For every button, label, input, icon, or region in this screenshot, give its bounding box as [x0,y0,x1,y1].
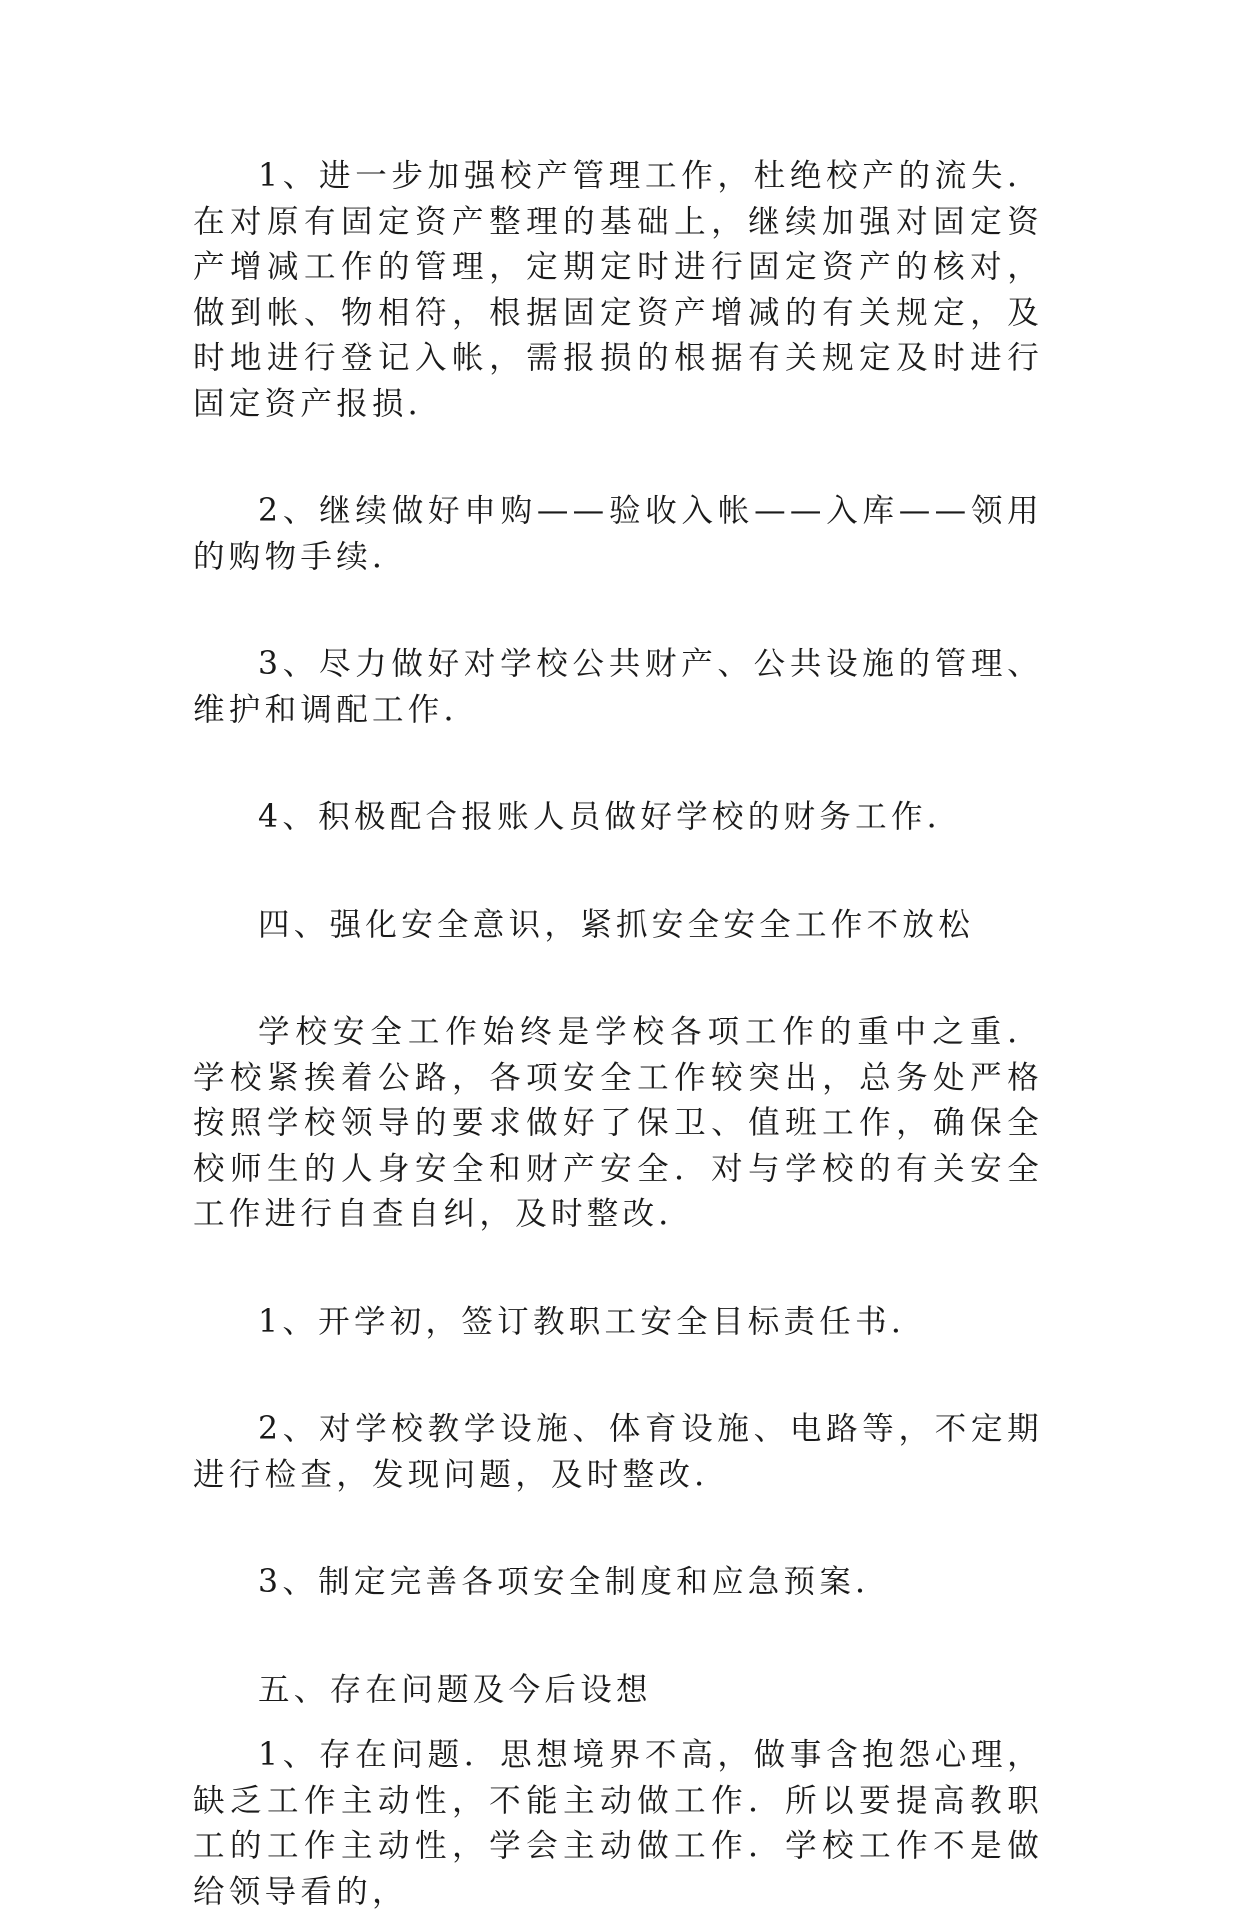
section-heading-safety: 四、强化安全意识，紧抓安全安全工作不放松 [258,906,975,943]
paragraph-safety-responsibility: 1、开学初，签订教职工安全目标责任书． [258,1303,927,1340]
paragraph-asset-management: 1、进一步加强校产管理工作，杜绝校产的流失．在对原有固定资产整理的基础上，继续加强对固定资产增减工作的管理，定期定时进行固定资产的核对，做到帐、物相符，根据固定资产增减的有关规定，及时地进行登记入帐，需报损的根据有关规定及时进行固定资产报损． [193,158,1043,422]
paragraph-safety-rules: 3、制定完善各项安全制度和应急预案． [258,1564,891,1600]
paragraph-safety-overview: 学校安全工作始终是学校各项工作的重中之重．学校紧挨着公路，各项安全工作较突出，总务处严格按照学校领导的要求做好了保卫、值班工作，确保全校师生的人身安全和财产安全．对与学校的有关安全工作进行自查自纠，及时整改． [193,1014,1043,1232]
paragraph-facility-inspection: 2、对学校教学设施、体育设施、电路等，不定期进行检查，发现问题，及时整改． [193,1411,1043,1493]
paragraph-finance-support: 4、积极配合报账人员做好学校的财务工作． [258,799,963,835]
paragraph-purchase-procedure: 2、继续做好申购——验收入帐——入库——领用的购物手续． [193,493,1043,575]
paragraph-public-property: 3、尽力做好对学校公共财产、公共设施的管理、维护和调配工作． [193,646,1043,728]
paragraph-existing-problems: 1、存在问题．思想境界不高，做事含抱怨心理，缺乏工作主动性，不能主动做工作．所以要提高教职工的工作主动性，学会主动做工作．学校工作不是做给领导看的， [193,1737,1043,1910]
section-heading-problems: 五、存在问题及今后设想 [258,1671,652,1708]
document-body [193,154,1043,1915]
